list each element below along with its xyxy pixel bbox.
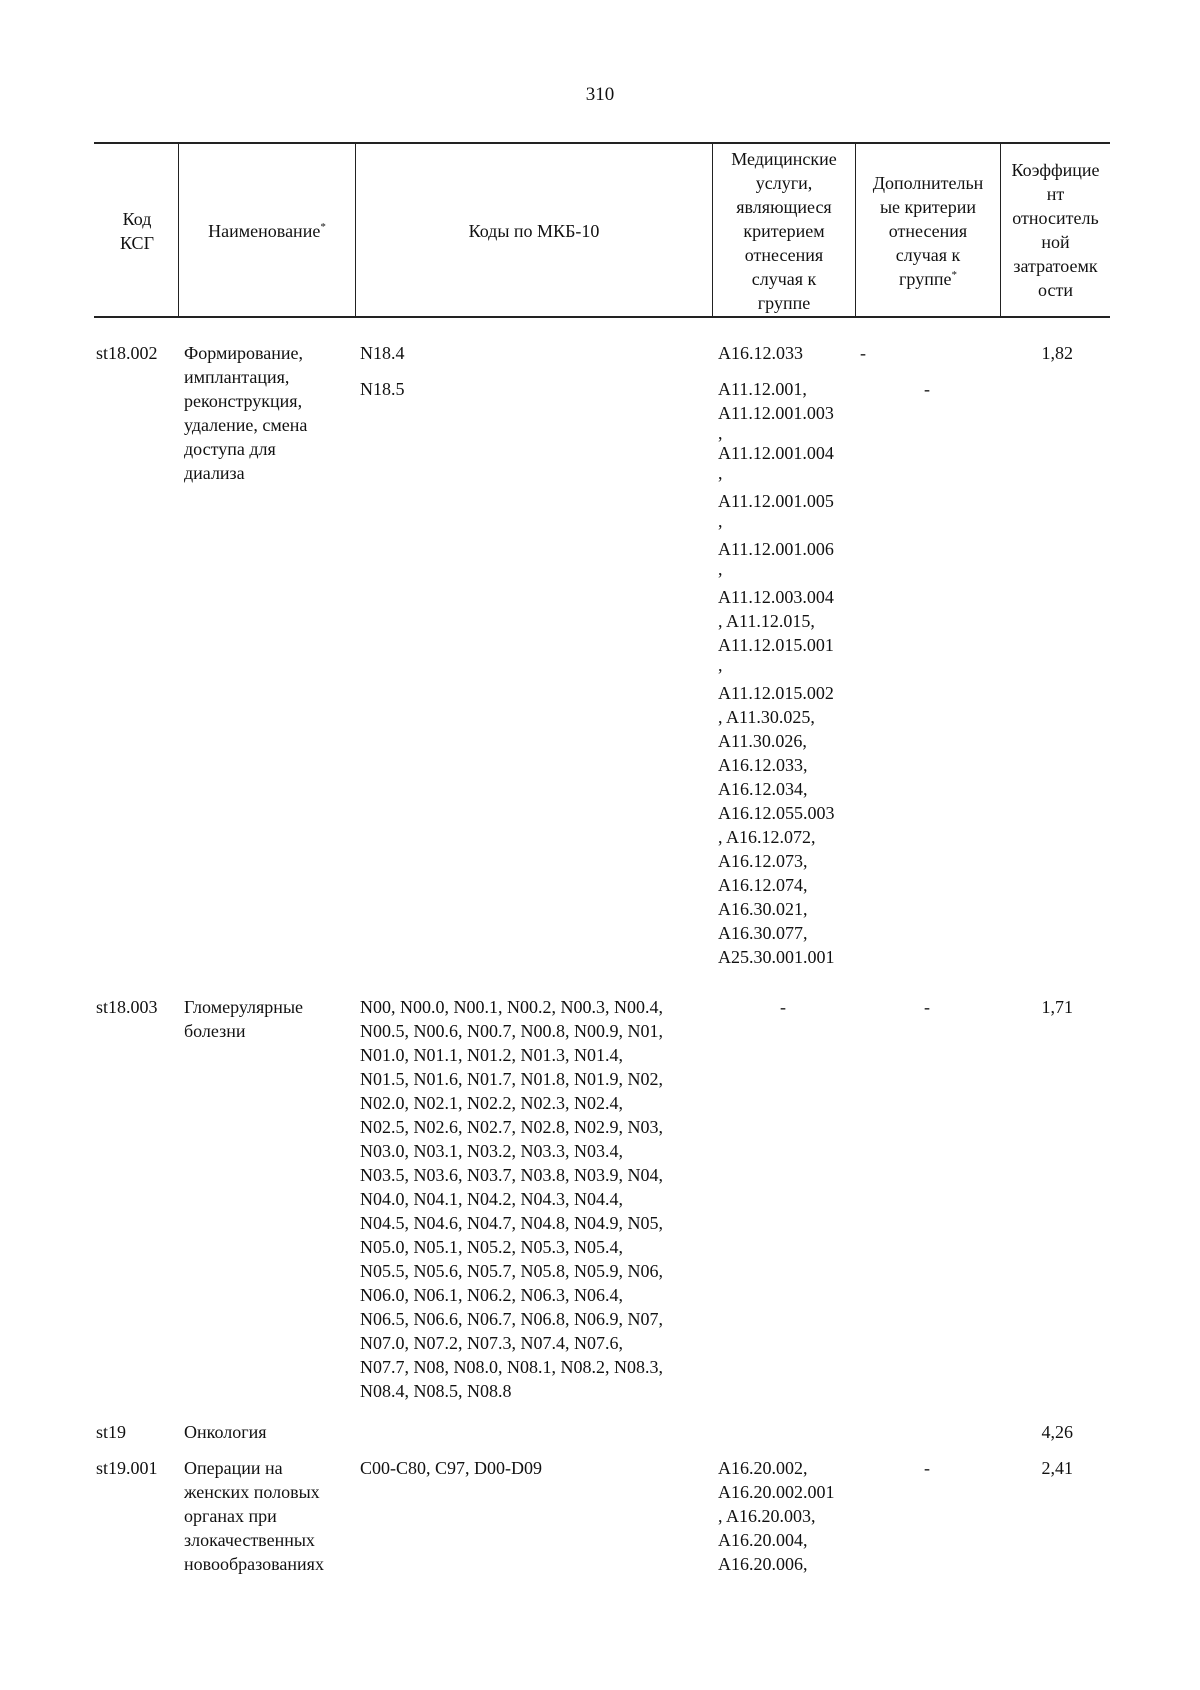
row4-name: Операции на женских половых органах при злокачественных новообразованиях xyxy=(184,1458,324,1574)
row1-coef: 1,82 xyxy=(1041,343,1073,363)
row1-mkb-b: N18.5 xyxy=(360,379,405,399)
row2-code: st18.003 xyxy=(96,997,158,1017)
row2-mkb: N00, N00.0, N00.1, N00.2, N00.3, N00.4, N00.5, N00.6, N00.7, N00.8, N00.9, N01, N01.0, N01.1, N01.2, N01.3, N01.4, N01.5, N01.6, N01.7, N01.8, N01.9, N02, N02.0, N02.1, N02.2, N02.3, N02.4, N02.5, N02.6, N02.7, N02.8, N02.9, N03, N03.0, N03.1, N03.2, N03.3, N03.4, N03.5, N03.6, N03.7, N03.8, N03.9, N04, N04.0, N04.1, N04.2, N04.3, N04.4, N04.5, N04.6, N04.7, N04.8, N04.9, N05, N05.0, N05.1, N05.2, N05.3, N05.4, N05.5, N05.6, N05.7, N05.8, N05.9, N06, N06.0, N06.1, N06.2, N06.3, N06.4, N06.5, N06.6, N06.7, N06.8, N06.9, N07, N07.0, N07.2, N07.3, N07.4, N07.6, N07.7, N08, N08.0, N08.1, N08.2, N08.3, N08.4, N08.5, N08.8 xyxy=(360,997,663,1401)
header-mkb: Коды по МКБ-10 xyxy=(468,221,600,241)
row4-services: A16.20.002, A16.20.002.001 , A16.20.003, A16.20.004, A16.20.006, xyxy=(718,1458,835,1574)
row3-coef: 4,26 xyxy=(1041,1422,1073,1442)
row2-coef: 1,71 xyxy=(1041,997,1073,1017)
row2-services: - xyxy=(780,997,786,1017)
row2-name: Гломерулярные болезни xyxy=(184,997,304,1041)
row1-mkb-a: N18.4 xyxy=(360,343,405,363)
row4-code: st19.001 xyxy=(96,1458,158,1478)
row4-coef: 2,41 xyxy=(1041,1458,1073,1478)
row1-extra-a: - xyxy=(860,343,866,363)
page-number: 310 xyxy=(585,84,615,105)
row4-mkb: C00-C80, C97, D00-D09 xyxy=(360,1458,543,1478)
row1-code: st18.002 xyxy=(96,343,158,363)
row1-services-b: A11.12.001, A11.12.001.003 , A11.12.001.004 , A11.12.001.005 , A11.12.001.006 , A11.12.003.004 , A11.12.015, A11.12.015.001 , A11.12.015.002 , A11.30.025, A11.30.026, A16.12.033, A16.12.034, A16.12.055.003 , A16.12.072, A16.12.073, A16.12.074, A16.30.021, A16.30.077, A25.30.001.001 xyxy=(718,379,835,967)
row1-name: Формирование, имплантация, реконструкция, удаление, смена доступа для диализа xyxy=(184,343,308,483)
header-name: Наименование* xyxy=(208,221,326,241)
row4-extra: - xyxy=(924,1458,930,1478)
row3-code: st19 xyxy=(96,1422,127,1442)
row2-extra: - xyxy=(924,997,930,1017)
header-code: Код КСГ xyxy=(120,209,154,253)
row1-service-a: A16.12.033 xyxy=(718,343,803,363)
header-coef: Коэффицие нт относитель ной затратоемк ости xyxy=(1011,160,1100,300)
row1-extra-b: - xyxy=(924,379,930,399)
header-extra: Дополнительн ые критерии отнесения случая к группе* xyxy=(872,173,984,289)
row3-name: Онкология xyxy=(184,1422,267,1442)
table-top-rule xyxy=(94,142,1110,144)
header-services: Медицинские услуги, являющиеся критерием отнесения случая к группе xyxy=(731,149,837,313)
table-header-bottom-rule xyxy=(94,316,1110,318)
